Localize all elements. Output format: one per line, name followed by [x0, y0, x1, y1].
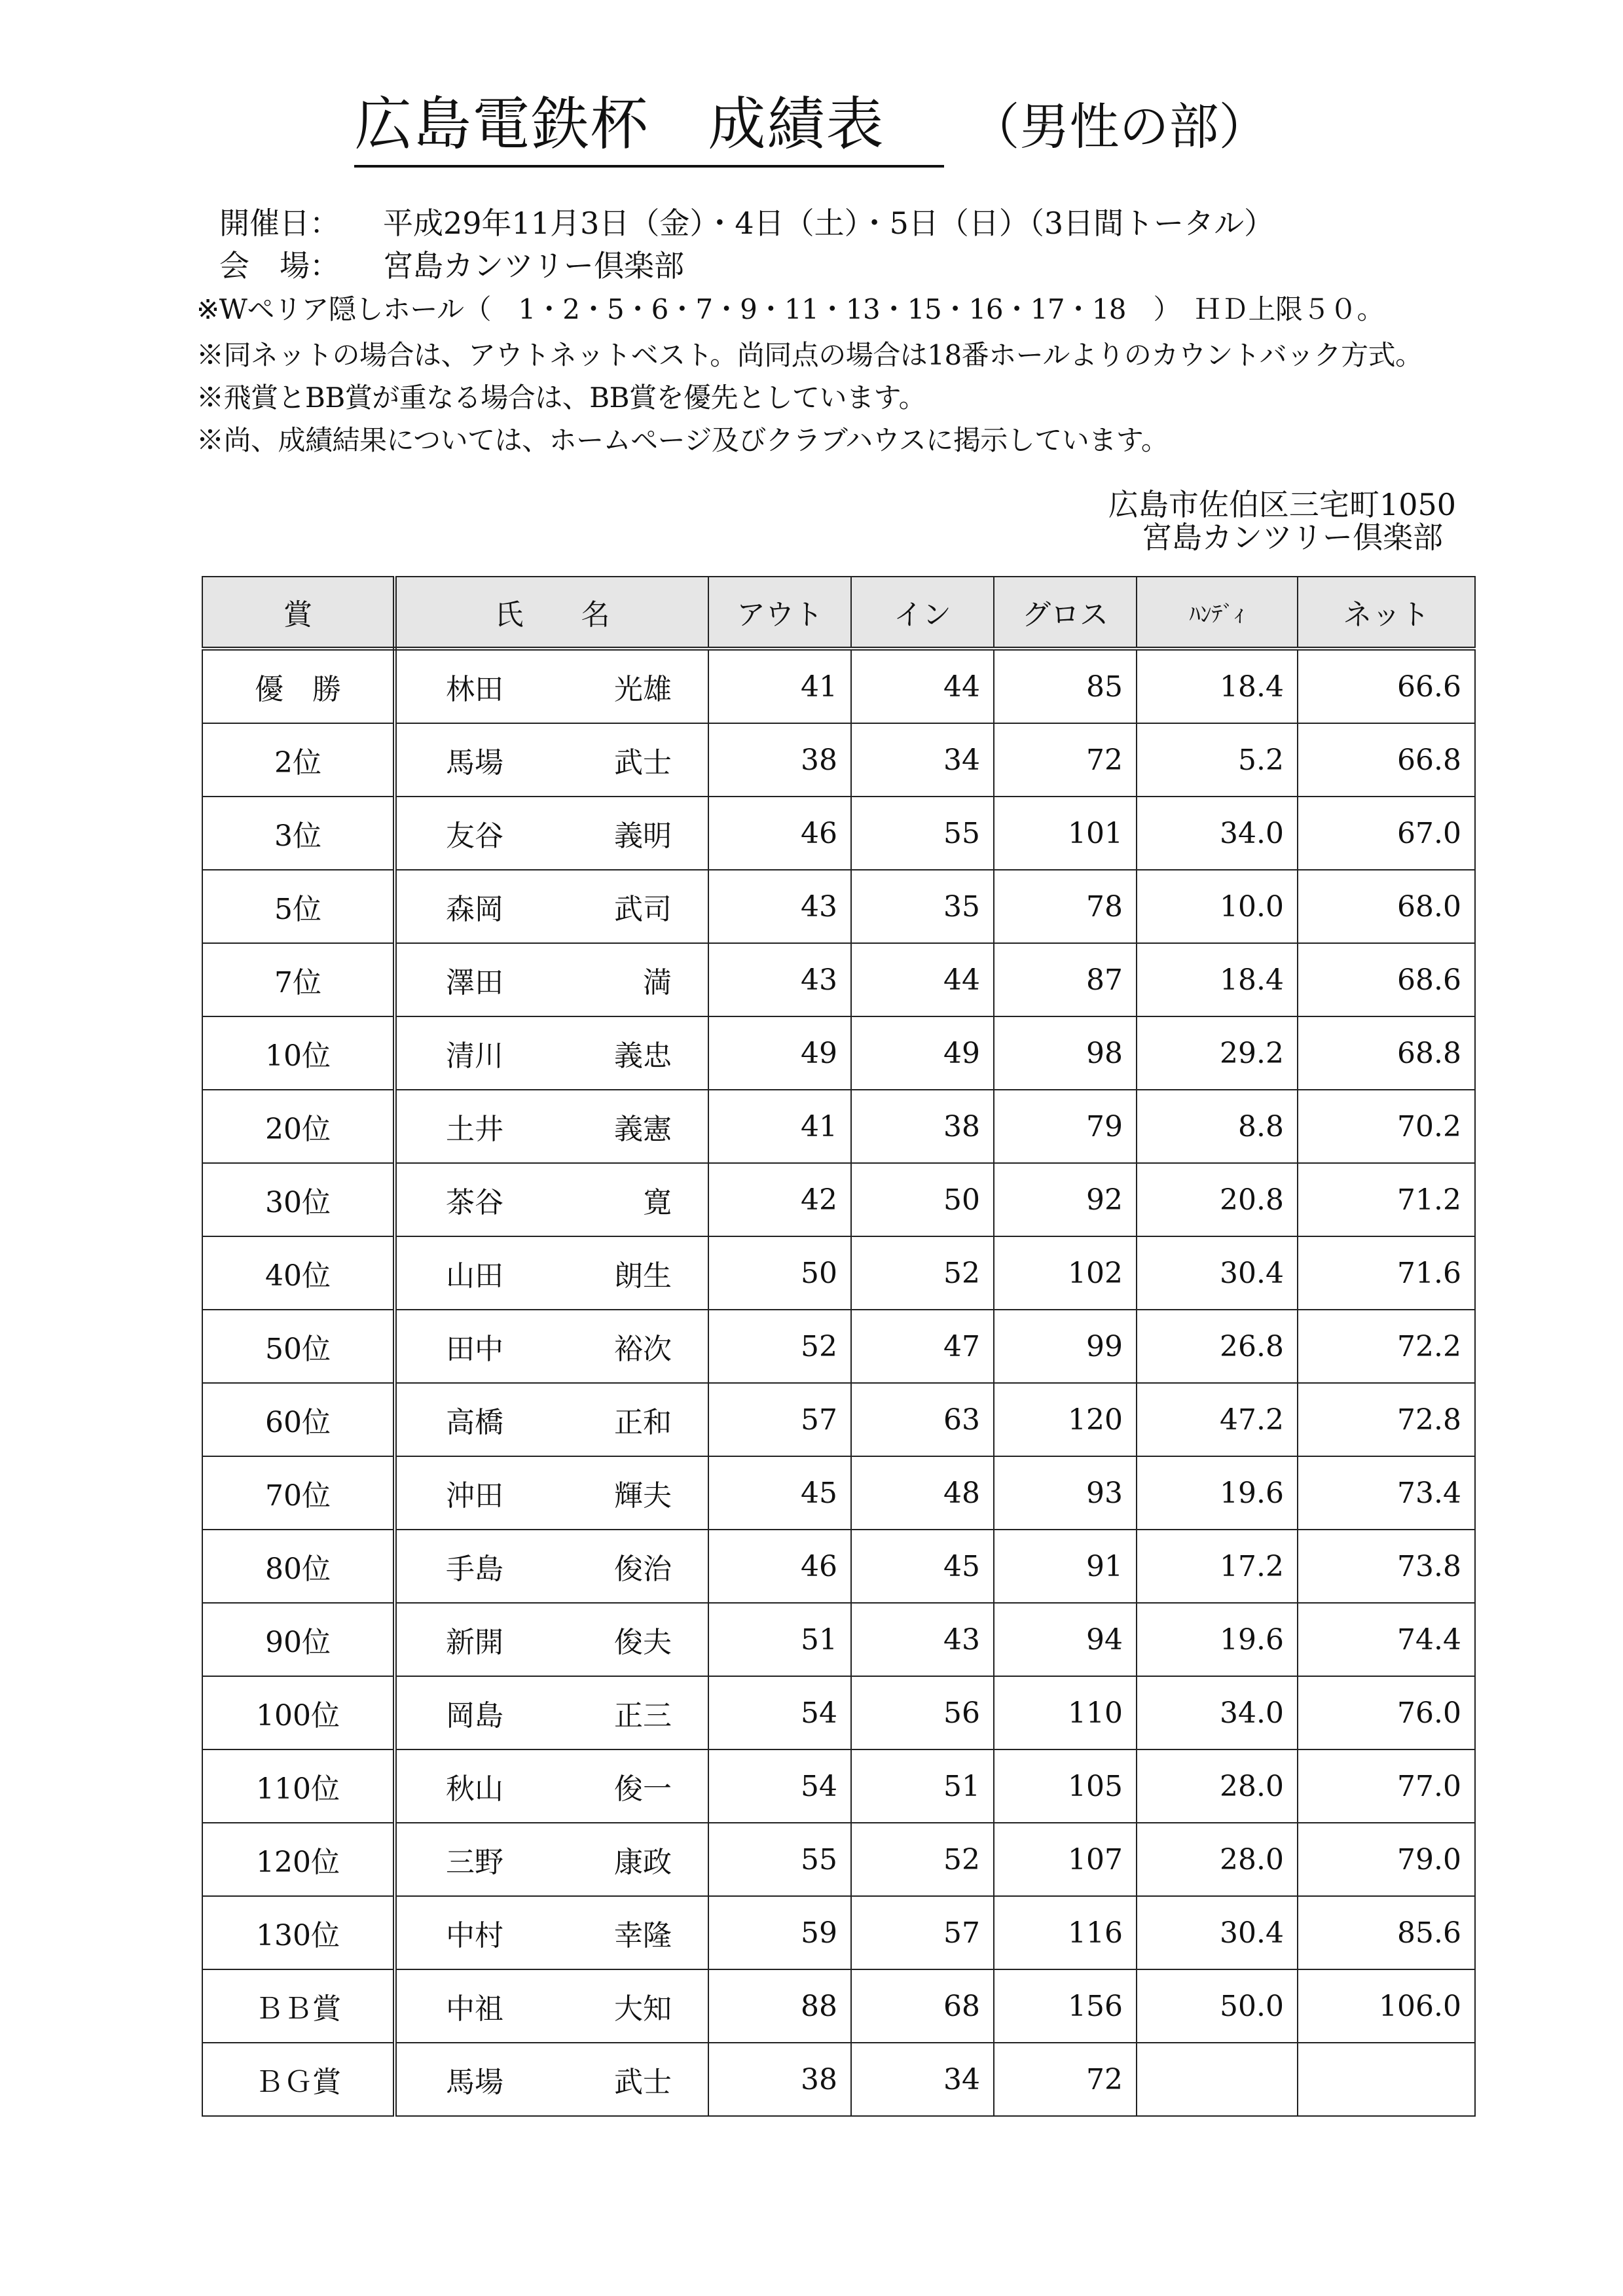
out-score-cell: 46 [708, 797, 851, 870]
prize-cell: 120位 [202, 1823, 395, 1896]
venue-value: 宮島カンツリー倶楽部 [383, 248, 684, 283]
first-name: 義忠 [614, 1039, 672, 1073]
prize-cell: 優 勝 [202, 649, 395, 723]
prize-cell: 20位 [202, 1090, 395, 1163]
out-score-cell: 41 [708, 649, 851, 723]
table-row [202, 1749, 1475, 1823]
gross-score-cell: 91 [994, 1530, 1137, 1603]
out-score-cell: 41 [708, 1090, 851, 1163]
header-gross: グロス [994, 577, 1137, 649]
in-score-cell: 34 [851, 723, 994, 797]
prize-cell: 40位 [202, 1236, 395, 1310]
last-name: 沖田 [446, 1479, 503, 1513]
net-score-cell: 77.0 [1298, 1749, 1475, 1823]
net-score-cell: 72.2 [1298, 1310, 1475, 1383]
name-cell [395, 1969, 708, 2043]
first-name: 正三 [614, 1699, 672, 1732]
out-score-cell: 59 [708, 1896, 851, 1969]
note-bb-priority: ※飛賞とBB賞が重なる場合は、BB賞を優先としています。 [196, 382, 926, 414]
table-row [202, 1236, 1475, 1310]
net-score-cell: 68.8 [1298, 1016, 1475, 1090]
last-name: 馬場 [446, 2066, 503, 2099]
prize-cell: 10位 [202, 1016, 395, 1090]
in-score-cell: 52 [851, 1236, 994, 1310]
header-in: イン [851, 577, 994, 649]
name-cell [395, 1090, 708, 1163]
net-score-cell: 74.4 [1298, 1603, 1475, 1676]
table-row [202, 1969, 1475, 2043]
last-name: 高橋 [446, 1406, 503, 1439]
prize-cell: 7位 [202, 943, 395, 1016]
handicap-cell: 28.0 [1137, 1823, 1298, 1896]
first-name: 朗生 [614, 1259, 672, 1293]
last-name: 岡島 [446, 1699, 503, 1732]
name-cell [395, 1310, 708, 1383]
in-score-cell: 45 [851, 1530, 994, 1603]
name-cell [395, 1896, 708, 1969]
prize-cell: 110位 [202, 1749, 395, 1823]
gross-score-cell: 93 [994, 1456, 1137, 1530]
out-score-cell: 57 [708, 1383, 851, 1456]
last-name: 土井 [446, 1113, 503, 1146]
handicap-cell: 19.6 [1137, 1456, 1298, 1530]
handicap-cell: 28.0 [1137, 1749, 1298, 1823]
table-row [202, 1603, 1475, 1676]
out-score-cell: 43 [708, 943, 851, 1016]
net-score-cell: 71.6 [1298, 1236, 1475, 1310]
in-score-cell: 44 [851, 943, 994, 1016]
prize-cell: 2位 [202, 723, 395, 797]
out-score-cell: 38 [708, 723, 851, 797]
handicap-cell [1137, 2043, 1298, 2116]
prize-cell: 5位 [202, 870, 395, 943]
venue-label: 会 場： [219, 248, 340, 283]
out-score-cell: 55 [708, 1823, 851, 1896]
gross-score-cell: 110 [994, 1676, 1137, 1749]
net-score-cell: 66.8 [1298, 723, 1475, 797]
name-cell [395, 649, 708, 723]
event-venue [219, 242, 684, 285]
in-score-cell: 56 [851, 1676, 994, 1749]
handicap-cell: 30.4 [1137, 1896, 1298, 1969]
last-name: 澤田 [446, 966, 503, 999]
results-table [202, 576, 1476, 2117]
last-name: 三野 [446, 1846, 503, 1879]
title-block [0, 79, 1623, 168]
handicap-cell: 34.0 [1137, 797, 1298, 870]
first-name: 光雄 [614, 673, 672, 706]
table-row [202, 649, 1475, 723]
in-score-cell: 34 [851, 2043, 994, 2116]
last-name: 馬場 [446, 746, 503, 780]
handicap-cell: 20.8 [1137, 1163, 1298, 1236]
gross-score-cell: 87 [994, 943, 1137, 1016]
prize-cell: ＢＢ賞 [202, 1969, 395, 2043]
note-peoria-holes: ※Wペリア隠しホール（ 1・2・5・6・7・9・11・13・15・16・17・18 ） ＨＤ上限５０。 [196, 293, 1385, 325]
handicap-cell: 17.2 [1137, 1530, 1298, 1603]
handicap-cell: 34.0 [1137, 1676, 1298, 1749]
name-cell [395, 1236, 708, 1310]
name-cell [395, 1823, 708, 1896]
address-line-1: 広島市佐伯区三宅町1050 [1108, 487, 1456, 522]
gross-score-cell: 72 [994, 2043, 1137, 2116]
header-out: アウト [708, 577, 851, 649]
first-name: 幸隆 [614, 1919, 672, 1952]
out-score-cell: 54 [708, 1676, 851, 1749]
table-row [202, 1896, 1475, 1969]
prize-cell: 3位 [202, 797, 395, 870]
table-row [202, 1456, 1475, 1530]
in-score-cell: 51 [851, 1749, 994, 1823]
last-name: 田中 [446, 1333, 503, 1366]
net-score-cell: 68.6 [1298, 943, 1475, 1016]
gross-score-cell: 78 [994, 870, 1137, 943]
name-cell [395, 1749, 708, 1823]
prize-cell: 80位 [202, 1530, 395, 1603]
first-name: 俊夫 [614, 1626, 672, 1659]
last-name: 友谷 [446, 819, 503, 853]
in-score-cell: 47 [851, 1310, 994, 1383]
out-score-cell: 42 [708, 1163, 851, 1236]
in-score-cell: 50 [851, 1163, 994, 1236]
gross-score-cell: 72 [994, 723, 1137, 797]
prize-cell: 100位 [202, 1676, 395, 1749]
net-score-cell: 73.4 [1298, 1456, 1475, 1530]
gross-score-cell: 102 [994, 1236, 1137, 1310]
net-score-cell: 70.2 [1298, 1090, 1475, 1163]
handicap-cell: 29.2 [1137, 1016, 1298, 1090]
handicap-cell: 47.2 [1137, 1383, 1298, 1456]
in-score-cell: 55 [851, 797, 994, 870]
net-score-cell: 72.8 [1298, 1383, 1475, 1456]
header-handicap: ﾊﾝﾃﾞｨ [1137, 577, 1298, 649]
table-row [202, 1016, 1475, 1090]
first-name: 輝夫 [614, 1479, 672, 1513]
out-score-cell: 49 [708, 1016, 851, 1090]
last-name: 中祖 [446, 1992, 503, 2026]
name-cell [395, 870, 708, 943]
gross-score-cell: 101 [994, 797, 1137, 870]
handicap-cell: 10.0 [1137, 870, 1298, 943]
note-tiebreak: ※同ネットの場合は、アウトネットベスト。尚同点の場合は18番ホールよりのカウントバック方式。 [196, 339, 1423, 371]
handicap-cell: 18.4 [1137, 943, 1298, 1016]
last-name: 茶谷 [446, 1186, 503, 1219]
in-score-cell: 52 [851, 1823, 994, 1896]
prize-cell: 90位 [202, 1603, 395, 1676]
name-cell [395, 1163, 708, 1236]
first-name: 康政 [614, 1846, 672, 1879]
handicap-cell: 19.6 [1137, 1603, 1298, 1676]
out-score-cell: 46 [708, 1530, 851, 1603]
first-name: 俊一 [614, 1772, 672, 1806]
handicap-cell: 8.8 [1137, 1090, 1298, 1163]
name-cell [395, 797, 708, 870]
gross-score-cell: 94 [994, 1603, 1137, 1676]
out-score-cell: 38 [708, 2043, 851, 2116]
table-row [202, 1163, 1475, 1236]
gross-score-cell: 105 [994, 1749, 1137, 1823]
table-row [202, 723, 1475, 797]
out-score-cell: 52 [708, 1310, 851, 1383]
out-score-cell: 50 [708, 1236, 851, 1310]
name-cell [395, 1530, 708, 1603]
table-row [202, 1310, 1475, 1383]
last-name: 清川 [446, 1039, 503, 1073]
gross-score-cell: 116 [994, 1896, 1137, 1969]
name-cell [395, 1383, 708, 1456]
net-score-cell: 67.0 [1298, 797, 1475, 870]
note-posting: ※尚、成績結果については、ホームページ及びクラブハウスに掲示しています。 [196, 424, 1169, 456]
out-score-cell: 43 [708, 870, 851, 943]
net-score-cell: 68.0 [1298, 870, 1475, 943]
prize-cell: 60位 [202, 1383, 395, 1456]
in-score-cell: 49 [851, 1016, 994, 1090]
first-name: 俊治 [614, 1552, 672, 1586]
event-date [219, 200, 1274, 243]
gross-score-cell: 85 [994, 649, 1137, 723]
table-body [202, 649, 1475, 2116]
first-name: 裕次 [614, 1333, 672, 1366]
last-name: 中村 [446, 1919, 503, 1952]
first-name: 寛 [643, 1186, 672, 1219]
last-name: 森岡 [446, 893, 503, 926]
net-score-cell: 76.0 [1298, 1676, 1475, 1749]
header-name: 氏 名 [395, 577, 708, 649]
net-score-cell: 71.2 [1298, 1163, 1475, 1236]
net-score-cell: 106.0 [1298, 1969, 1475, 2043]
prize-cell: 50位 [202, 1310, 395, 1383]
out-score-cell: 88 [708, 1969, 851, 2043]
page-subtitle: （男性の部） [970, 98, 1269, 156]
handicap-cell: 18.4 [1137, 649, 1298, 723]
last-name: 手島 [446, 1552, 503, 1586]
handicap-cell: 30.4 [1137, 1236, 1298, 1310]
table-row [202, 797, 1475, 870]
table-row [202, 2043, 1475, 2116]
name-cell [395, 723, 708, 797]
first-name: 武士 [614, 746, 672, 780]
in-score-cell: 44 [851, 649, 994, 723]
net-score-cell: 66.6 [1298, 649, 1475, 723]
first-name: 大知 [614, 1992, 672, 2026]
first-name: 義憲 [614, 1113, 672, 1146]
header-net: ネット [1298, 577, 1475, 649]
in-score-cell: 48 [851, 1456, 994, 1530]
in-score-cell: 57 [851, 1896, 994, 1969]
header-prize: 賞 [202, 577, 395, 649]
table-row [202, 1090, 1475, 1163]
prize-cell: 130位 [202, 1896, 395, 1969]
net-score-cell: 79.0 [1298, 1823, 1475, 1896]
prize-cell: 70位 [202, 1456, 395, 1530]
date-value: 平成29年11月3日（金）・4日（土）・5日（日）（3日間トータル） [383, 206, 1275, 241]
name-cell [395, 1016, 708, 1090]
last-name: 林田 [446, 673, 503, 706]
date-label: 開催日： [219, 206, 340, 241]
handicap-cell: 5.2 [1137, 723, 1298, 797]
gross-score-cell: 156 [994, 1969, 1137, 2043]
gross-score-cell: 98 [994, 1016, 1137, 1090]
net-score-cell: 85.6 [1298, 1896, 1475, 1969]
name-cell [395, 1603, 708, 1676]
in-score-cell: 35 [851, 870, 994, 943]
gross-score-cell: 92 [994, 1163, 1137, 1236]
table-row [202, 1676, 1475, 1749]
gross-score-cell: 99 [994, 1310, 1137, 1383]
out-score-cell: 45 [708, 1456, 851, 1530]
in-score-cell: 68 [851, 1969, 994, 2043]
out-score-cell: 51 [708, 1603, 851, 1676]
name-cell [395, 2043, 708, 2116]
first-name: 武司 [614, 893, 672, 926]
name-cell [395, 1676, 708, 1749]
page-title: 広島電鉄杯 成績表 [354, 79, 943, 168]
last-name: 新開 [446, 1626, 503, 1659]
gross-score-cell: 107 [994, 1823, 1137, 1896]
in-score-cell: 63 [851, 1383, 994, 1456]
name-cell [395, 1456, 708, 1530]
prize-cell: ＢＧ賞 [202, 2043, 395, 2116]
net-score-cell [1298, 2043, 1475, 2116]
gross-score-cell: 120 [994, 1383, 1137, 1456]
table-row [202, 1823, 1475, 1896]
in-score-cell: 38 [851, 1090, 994, 1163]
first-name: 正和 [614, 1406, 672, 1439]
prize-cell: 30位 [202, 1163, 395, 1236]
name-cell [395, 943, 708, 1016]
first-name: 満 [643, 966, 672, 999]
table-header-row [202, 577, 1475, 649]
last-name: 秋山 [446, 1772, 503, 1806]
table-row [202, 1530, 1475, 1603]
table-row [202, 943, 1475, 1016]
handicap-cell: 26.8 [1137, 1310, 1298, 1383]
first-name: 武士 [614, 2066, 672, 2099]
gross-score-cell: 79 [994, 1090, 1137, 1163]
net-score-cell: 73.8 [1298, 1530, 1475, 1603]
table-row [202, 1383, 1475, 1456]
out-score-cell: 54 [708, 1749, 851, 1823]
last-name: 山田 [446, 1259, 503, 1293]
table-row [202, 870, 1475, 943]
first-name: 義明 [614, 819, 672, 853]
in-score-cell: 43 [851, 1603, 994, 1676]
address-line-2: 宮島カンツリー倶楽部 [1142, 520, 1443, 555]
handicap-cell: 50.0 [1137, 1969, 1298, 2043]
